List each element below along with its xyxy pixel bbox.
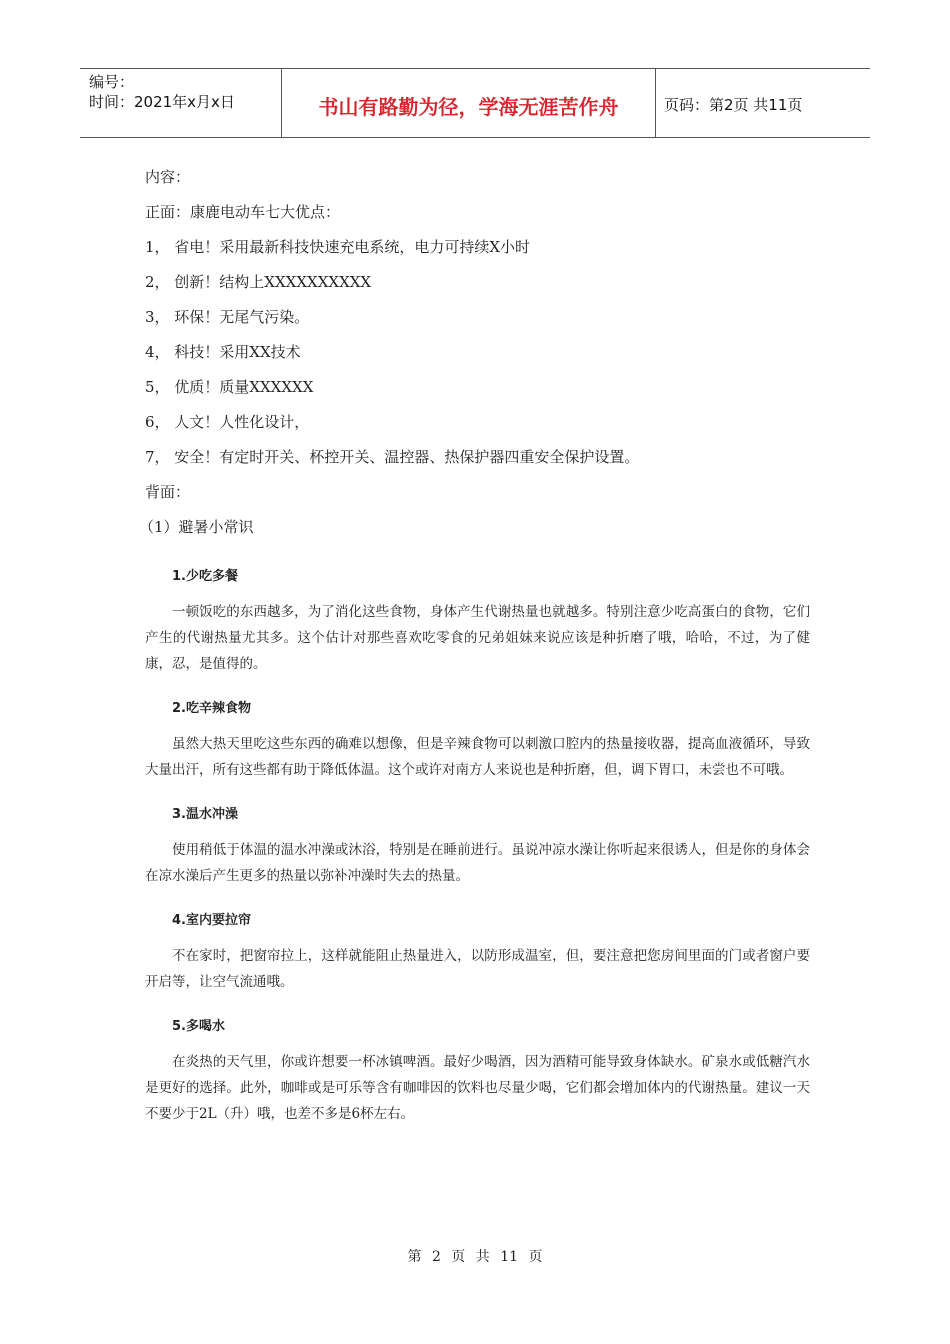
section-title: 2.吃辛辣食物 (172, 701, 251, 716)
advantage-item: 7， 安全！有定时开关、杯控开关、温控器、热保护器四重安全保护设置。 (145, 448, 640, 466)
tips-title: （1）避暑小常识 (139, 518, 254, 536)
section-paragraph: 虽然大热天里吃这些东西的确难以想像，但是辛辣食物可以刺激口腔内的热量接收器，提高血液循环，导致大量出汗，所有这些都有助于降低体温。这个或许对南方人来说也是种折磨，但，调下胃口，未尝也不可哦。 (145, 736, 810, 778)
header-motto: 书山有路勤为径，学海无涯苦作舟 (282, 69, 656, 137)
advantage-item: 5， 优质！质量XXXXXX (145, 378, 314, 396)
document-body (139, 160, 810, 1127)
back-title: 背面： (145, 483, 191, 501)
front-title: 正面：康鹿电动车七大优点： (145, 203, 341, 221)
header-page-label: 页码：第2页 共11页 (664, 95, 803, 114)
section-paragraph: 使用稍低于体温的温水冲澡或沐浴，特别是在睡前进行。虽说冲凉水澡让你听起来很诱人，但是你的身体会在凉水澡后产生更多的热量以弥补冲澡时失去的热量。 (145, 842, 810, 884)
page-header (80, 68, 870, 138)
advantage-item: 1， 省电！采用最新科技快速充电系统，电力可持续X小时 (145, 238, 530, 256)
section-paragraph: 一顿饭吃的东西越多，为了消化这些食物，身体产生代谢热量也就越多。特别注意少吃高蛋白的食物，它们产生的代谢热量尤其多。这个估计对那些喜欢吃零食的兄弟姐妹来说应该是种折磨了哦，哈哈，不过，为了健康，忍，是值得的。 (145, 604, 810, 672)
section-title: 1.少吃多餐 (172, 569, 238, 584)
advantage-item: 6， 人文！人性化设计， (145, 413, 310, 431)
header-meta (80, 69, 282, 137)
number-label: 编号： (89, 73, 135, 91)
page-footer: 第 2 页 共 11 页 (407, 1249, 543, 1265)
section-title: 5.多喝水 (172, 1019, 225, 1034)
intro-label: 内容： (145, 168, 191, 186)
section-title: 3.温水冲澡 (172, 807, 238, 822)
advantage-item: 3， 环保！无尾气污染。 (145, 308, 310, 326)
time-label: 时间：2021年x月x日 (89, 93, 235, 111)
section-title: 4.室内要拉帘 (172, 913, 251, 928)
section-paragraph: 不在家时，把窗帘拉上，这样就能阻止热量进入，以防形成温室，但，要注意把您房间里面的门或者窗户要开启等，让空气流通哦。 (145, 948, 810, 990)
advantage-item: 2， 创新！结构上XXXXXXXXXX (145, 273, 372, 291)
advantage-item: 4， 科技！采用XX技术 (145, 343, 301, 361)
section-paragraph: 在炎热的天气里，你或许想要一杯冰镇啤酒。最好少喝酒，因为酒精可能导致身体缺水。矿泉水或低糖汽水是更好的选择。此外，咖啡或是可乐等含有咖啡因的饮料也尽量少喝，它们都会增加体内的代谢热量。建议一天不要少于2L（升）哦，也差不多是6杯左右。 (145, 1054, 810, 1122)
